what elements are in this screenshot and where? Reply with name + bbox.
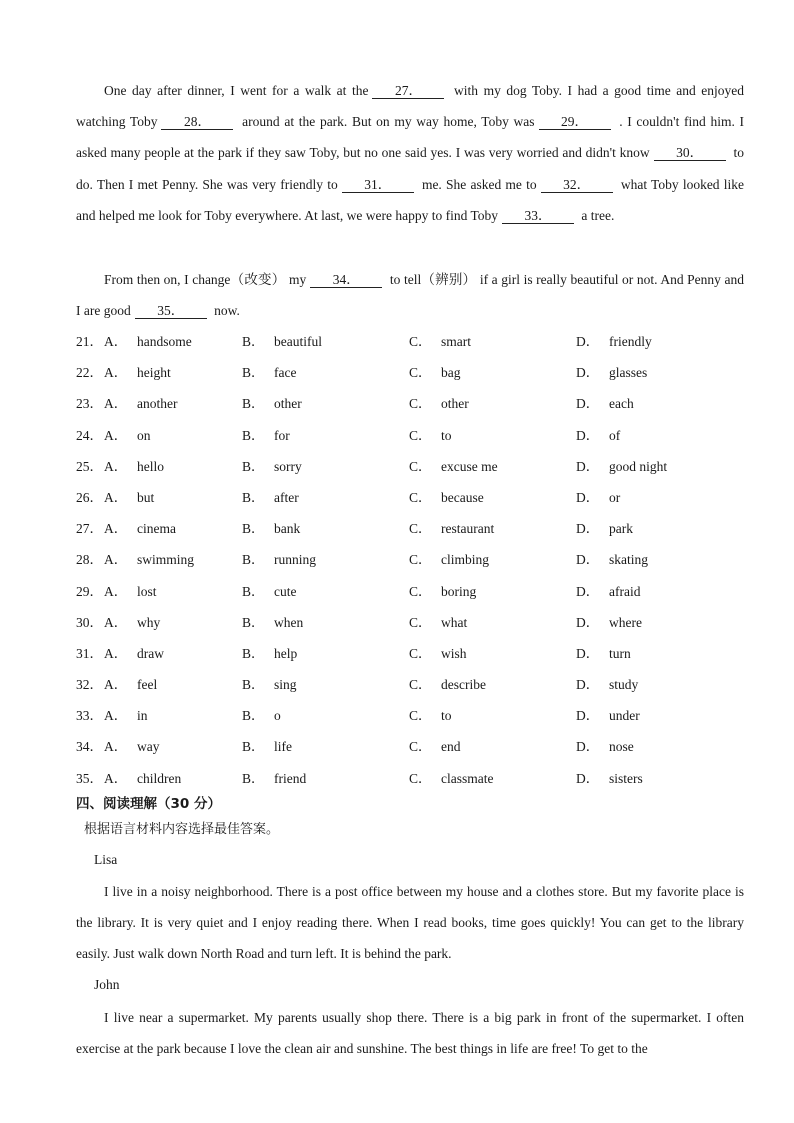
option-c[interactable]: describe	[441, 677, 486, 693]
option-c[interactable]: bag	[441, 365, 461, 381]
option-a[interactable]: swimming	[137, 552, 195, 568]
option-c[interactable]: boring	[441, 583, 477, 599]
blank-35[interactable]: 35．	[135, 303, 207, 319]
cloze-paragraph-2: From then on, I change（改变） my 34． to tell（辨别） if a girl is really beautiful or not. And Penny and I are good 35． now.	[76, 272, 744, 319]
option-a[interactable]: hello	[137, 458, 164, 474]
letter-b: B．	[242, 552, 265, 568]
letter-c: C．	[409, 708, 432, 724]
letter-d: D．	[576, 334, 600, 349]
letter-a: A．	[104, 677, 128, 693]
letter-c: C．	[409, 521, 432, 537]
letter-b: B．	[242, 614, 265, 630]
letter-a: A．	[104, 614, 128, 630]
option-c[interactable]: excuse me	[441, 458, 498, 474]
letter-a: A．	[104, 552, 128, 568]
letter-b: B．	[242, 334, 265, 349]
option-row	[76, 700, 744, 731]
cloze-paragraph-1: One day after dinner, I went for a walk at the 27． with my dog Toby. I had a good time and enjoyed watching Toby 28． around at the park. But on my way home, Toby was 29． . I couldn't find him. I asked many people at the park if they saw Toby, but no one said yes. I was very worried and didn't know 30． to do. Then I met Penny. She was very friendly to 31． me. She asked me to 32． what Toby looked like and helped me look for Toby everywhere. At last, we were happy to find Toby 33． a tree.	[76, 83, 745, 223]
option-b[interactable]: o	[274, 708, 281, 724]
option-c[interactable]: to	[441, 427, 452, 443]
letter-d: D．	[576, 708, 600, 724]
option-d[interactable]: skating	[609, 552, 648, 568]
blank-32[interactable]: 32．	[541, 177, 613, 193]
blank-28[interactable]: 28．	[161, 114, 233, 130]
letter-b: B．	[242, 489, 265, 505]
reading-name-john: John	[94, 977, 120, 992]
letter-c: C．	[409, 677, 432, 693]
letter-d: D．	[576, 458, 600, 474]
option-c[interactable]: smart	[441, 334, 471, 349]
letter-b: B．	[242, 521, 265, 537]
option-row	[76, 326, 744, 357]
blank-34[interactable]: 34．	[310, 272, 382, 288]
section-instruction: 根据语言材料内容选择最佳答案。	[84, 822, 280, 837]
question-number: 24．	[76, 427, 103, 443]
option-row	[76, 451, 744, 482]
reading-paragraph-john: I live near a supermarket. My parents usually shop there. There is a big park in front of the supermarket. I often exercise at the park because I love the clean air and sunshine. The best things in life are free! To get to the	[76, 1010, 744, 1057]
letter-d: D．	[576, 614, 600, 630]
question-number: 21．	[76, 334, 103, 349]
question-number: 23．	[76, 396, 103, 412]
option-b[interactable]: help	[274, 645, 298, 661]
option-row	[76, 669, 744, 700]
option-c[interactable]: because	[441, 489, 484, 505]
letter-d: D．	[576, 552, 600, 568]
letter-a: A．	[104, 396, 128, 412]
letter-b: B．	[242, 677, 265, 693]
option-row	[76, 513, 744, 544]
reading-paragraph-lisa: I live in a noisy neighborhood. There is a post office between my house and a clothes store. But my favorite place is the library. It is very quiet and I enjoy reading there. When I read books, time goes quickly! You can get to the library easily. Just walk down North Road and turn left. It is behind the park.	[76, 884, 744, 962]
option-a[interactable]: children	[137, 770, 182, 786]
letter-d: D．	[576, 396, 600, 412]
option-a[interactable]: cinema	[137, 521, 176, 537]
letter-a: A．	[104, 583, 128, 599]
option-b[interactable]: face	[274, 365, 297, 381]
letter-a: A．	[104, 739, 128, 755]
question-number: 29．	[76, 583, 103, 599]
options-list	[76, 326, 744, 794]
question-number: 28．	[76, 552, 103, 568]
question-number: 31．	[76, 645, 103, 661]
option-d[interactable]: glasses	[609, 365, 648, 381]
letter-d: D．	[576, 739, 600, 755]
option-row	[76, 576, 744, 607]
option-b[interactable]: when	[274, 614, 304, 630]
letter-a: A．	[104, 334, 128, 349]
question-number: 26．	[76, 489, 103, 505]
letter-b: B．	[242, 739, 265, 755]
option-d[interactable]: park	[609, 521, 633, 537]
option-a[interactable]: lost	[137, 583, 157, 599]
blank-30[interactable]: 30．	[654, 145, 726, 161]
option-row	[76, 638, 744, 669]
option-c[interactable]: end	[441, 739, 461, 755]
letter-a: A．	[104, 427, 128, 443]
option-a[interactable]: on	[137, 427, 151, 443]
letter-a: A．	[104, 489, 128, 505]
letter-c: C．	[409, 614, 432, 630]
option-b[interactable]: running	[274, 552, 316, 568]
option-row	[76, 482, 744, 513]
question-number: 32．	[76, 677, 103, 693]
option-a[interactable]: way	[137, 739, 160, 755]
option-c[interactable]: climbing	[441, 552, 489, 568]
option-d[interactable]: study	[609, 677, 639, 693]
letter-b: B．	[242, 708, 265, 724]
option-b[interactable]: life	[274, 739, 292, 755]
letter-c: C．	[409, 427, 432, 443]
option-d[interactable]: sisters	[609, 770, 643, 786]
option-d[interactable]: of	[609, 427, 621, 443]
question-number: 34．	[76, 739, 103, 755]
question-number: 25．	[76, 458, 103, 474]
option-a[interactable]: in	[137, 708, 148, 724]
letter-c: C．	[409, 365, 432, 381]
option-c[interactable]: classmate	[441, 770, 494, 786]
option-b[interactable]: bank	[274, 521, 301, 537]
letter-a: A．	[104, 708, 128, 724]
letter-d: D．	[576, 365, 600, 381]
option-d[interactable]: afraid	[609, 583, 641, 599]
option-b[interactable]: after	[274, 489, 299, 505]
option-row	[76, 607, 744, 638]
option-c[interactable]: what	[441, 614, 468, 630]
letter-d: D．	[576, 583, 600, 599]
letter-d: D．	[576, 427, 600, 443]
letter-d: D．	[576, 677, 600, 693]
option-d[interactable]: where	[609, 614, 642, 630]
letter-b: B．	[242, 645, 265, 661]
question-number: 33．	[76, 708, 103, 724]
letter-c: C．	[409, 739, 432, 755]
blank-27[interactable]: 27．	[372, 83, 444, 99]
option-d[interactable]: turn	[609, 645, 631, 661]
question-number: 35．	[76, 770, 103, 786]
option-c[interactable]: wish	[441, 645, 467, 661]
option-row	[76, 420, 744, 451]
option-b[interactable]: other	[274, 396, 302, 412]
option-a[interactable]: height	[137, 365, 171, 381]
option-row	[76, 763, 744, 794]
letter-a: A．	[104, 645, 128, 661]
option-a[interactable]: why	[137, 614, 161, 630]
reading-name-lisa: Lisa	[94, 852, 118, 867]
letter-b: B．	[242, 427, 265, 443]
option-b[interactable]: sing	[274, 677, 297, 693]
blank-29[interactable]: 29．	[539, 114, 611, 130]
option-b[interactable]: friend	[274, 770, 307, 786]
question-number: 30．	[76, 614, 103, 630]
letter-a: A．	[104, 365, 128, 381]
letter-b: B．	[242, 396, 265, 412]
option-d[interactable]: friendly	[609, 334, 652, 349]
option-row	[76, 388, 744, 419]
letter-b: B．	[242, 770, 265, 786]
option-row	[76, 544, 744, 575]
letter-b: B．	[242, 365, 265, 381]
option-b[interactable]: sorry	[274, 458, 302, 474]
blank-31[interactable]: 31．	[342, 177, 414, 193]
option-d[interactable]: nose	[609, 739, 634, 755]
option-c[interactable]: other	[441, 396, 469, 412]
letter-c: C．	[409, 334, 432, 349]
letter-c: C．	[409, 770, 432, 786]
option-b[interactable]: cute	[274, 583, 297, 599]
letter-c: C．	[409, 396, 432, 412]
option-d[interactable]: good night	[609, 458, 668, 474]
letter-c: C．	[409, 489, 432, 505]
option-a[interactable]: draw	[137, 645, 164, 661]
letter-a: A．	[104, 770, 128, 786]
letter-d: D．	[576, 770, 600, 786]
letter-c: C．	[409, 645, 432, 661]
option-b[interactable]: beautiful	[274, 334, 322, 349]
blank-33[interactable]: 33．	[502, 208, 574, 224]
option-a[interactable]: handsome	[137, 334, 192, 349]
letter-c: C．	[409, 458, 432, 474]
letter-d: D．	[576, 645, 600, 661]
option-d[interactable]: under	[609, 708, 640, 724]
option-a[interactable]: feel	[137, 677, 158, 693]
question-number: 27．	[76, 521, 103, 537]
option-d[interactable]: or	[609, 489, 621, 505]
letter-a: A．	[104, 521, 128, 537]
letter-d: D．	[576, 521, 600, 537]
option-c[interactable]: to	[441, 708, 452, 724]
option-a[interactable]: but	[137, 489, 155, 505]
letter-a: A．	[104, 458, 128, 474]
letter-b: B．	[242, 458, 265, 474]
letter-c: C．	[409, 583, 432, 599]
option-b[interactable]: for	[274, 427, 290, 443]
option-row	[76, 357, 744, 388]
option-a[interactable]: another	[137, 396, 178, 412]
letter-c: C．	[409, 552, 432, 568]
section-heading: 四、阅读理解（30 分）	[76, 796, 221, 812]
option-d[interactable]: each	[609, 396, 634, 412]
option-row	[76, 731, 744, 762]
question-number: 22．	[76, 365, 103, 381]
letter-b: B．	[242, 583, 265, 599]
letter-d: D．	[576, 489, 600, 505]
option-c[interactable]: restaurant	[441, 521, 495, 537]
